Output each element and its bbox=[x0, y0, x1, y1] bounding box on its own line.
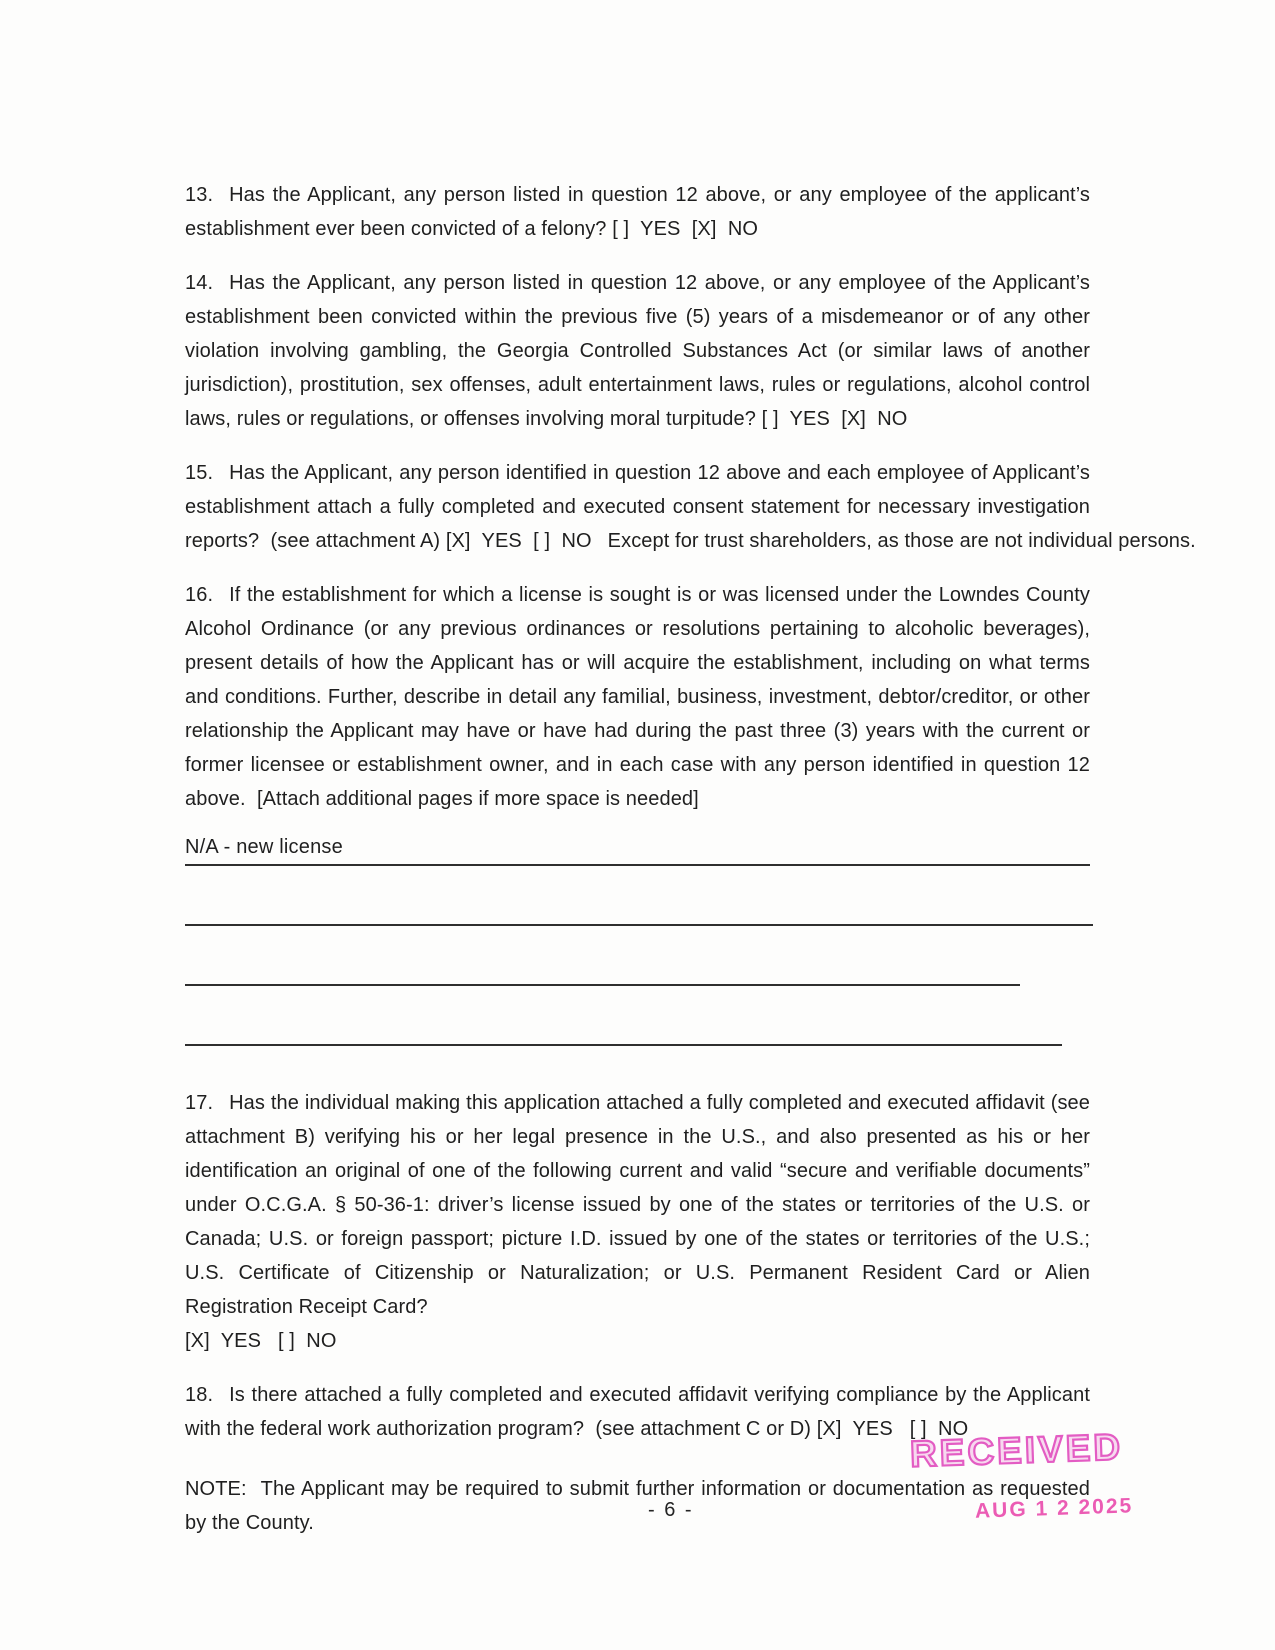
note-text: The Applicant may be required to submit further information or documentation as requested by the County. bbox=[185, 1478, 1090, 1534]
received-date-stamp: AUG 1 2 2025 bbox=[974, 1494, 1134, 1523]
question-15-number: 15. bbox=[185, 462, 214, 484]
question-16-text: If the establishment for which a license is sought is or was licensed under the Lowndes County Alcohol Ordinance (or any previous ordinances or resolutions pertaining to alcoholic beverages), present details of how the Applicant has or will acquire the establishment, including on what terms and conditions. Further, describe in detail any familial, business, investment, debtor/creditor, or other relationship the Applicant may have or have had during the past three (3) years with the current or former licensee or establishment owner, and in each case with any person identified in question 12 above. [Attach additional pages if more space is needed] bbox=[185, 584, 1090, 810]
question-15: 15. Has the Applicant, any person identified in question 12 above and each employee of Applicant’s establishment attach a fully completed and executed consent statement for necessary investigation reports? (see attachment A) [X] YES [ ] NO Except for trust shareholders, as those are not individual persons. bbox=[185, 462, 1196, 552]
response-line-2 bbox=[185, 866, 1093, 926]
question-16-response-text: N/A - new license bbox=[185, 836, 343, 858]
question-14-answer-checkboxes: [ ] YES [X] NO bbox=[761, 408, 908, 430]
form-content bbox=[185, 178, 1196, 1560]
question-16-number: 16. bbox=[185, 584, 214, 606]
question-18-text: Is there attached a fully completed and executed affidavit verifying compliance by the Applicant with the federal work authorization program? (see attachment C or D) bbox=[185, 1384, 1090, 1440]
page-number: - 6 - bbox=[648, 1499, 694, 1521]
question-18-answer-checkboxes: [X] YES [ ] NO bbox=[816, 1418, 969, 1440]
question-15-text: Has the Applicant, any person identified in question 12 above and each employee of Applicant’s establishment attach a fully completed and executed consent statement for necessary investigation reports? (see attachment A) bbox=[185, 462, 1090, 552]
question-17-answer-row bbox=[185, 1324, 1090, 1358]
question-13-answer-checkboxes: [ ] YES [X] NO bbox=[612, 218, 759, 240]
note-paragraph bbox=[185, 1472, 1090, 1540]
question-14 bbox=[185, 266, 1090, 436]
note-label: NOTE: bbox=[185, 1478, 247, 1500]
question-16-response-area bbox=[185, 836, 1090, 1046]
question-17-answer-checkboxes: [X] YES [ ] NO bbox=[185, 1330, 337, 1352]
question-14-number: 14. bbox=[185, 272, 214, 294]
received-stamp: RECEIVED bbox=[909, 1426, 1124, 1475]
response-line-4 bbox=[185, 986, 1062, 1046]
question-14-text: Has the Applicant, any person listed in question 12 above, or any employee of the Applicant’s establishment been convicted within the previous five (5) years of a misdemeanor or of any other violation involving gambling, the Georgia Controlled Substances Act (or similar laws of another jurisdiction), prostitution, sex offenses, adult entertainment laws, rules or regulations, alcohol control laws, rules or regulations, or offenses involving moral turpitude? bbox=[185, 272, 1090, 430]
question-16 bbox=[185, 578, 1090, 816]
response-line-3 bbox=[185, 926, 1020, 986]
question-17-number: 17. bbox=[185, 1092, 214, 1114]
question-13 bbox=[185, 178, 1090, 246]
question-17-text: Has the individual making this application attached a fully completed and executed affidavit (see attachment B) verifying his or her legal presence in the U.S., and also presented as his or her identification an original of one of the following current and valid “secure and verifiable documents” under O.C.G.A. § 50-36-1: driver’s license issued by one of the states or territories of the U.S. or Canada; U.S. or foreign passport; picture I.D. issued by one of the states or territories of the U.S.; U.S. Certificate of Citizenship or Naturalization; or U.S. Permanent Resident Card or Alien Registration Receipt Card? bbox=[185, 1092, 1090, 1318]
question-17 bbox=[185, 1086, 1090, 1324]
response-line-1 bbox=[185, 836, 1090, 866]
question-15-answer-checkboxes: [X] YES [ ] NO bbox=[445, 530, 592, 552]
question-18-number: 18. bbox=[185, 1384, 214, 1406]
question-13-text: Has the Applicant, any person listed in question 12 above, or any employee of the applicant’s establishment ever been convicted of a felony? bbox=[185, 184, 1090, 240]
question-13-number: 13. bbox=[185, 184, 214, 206]
